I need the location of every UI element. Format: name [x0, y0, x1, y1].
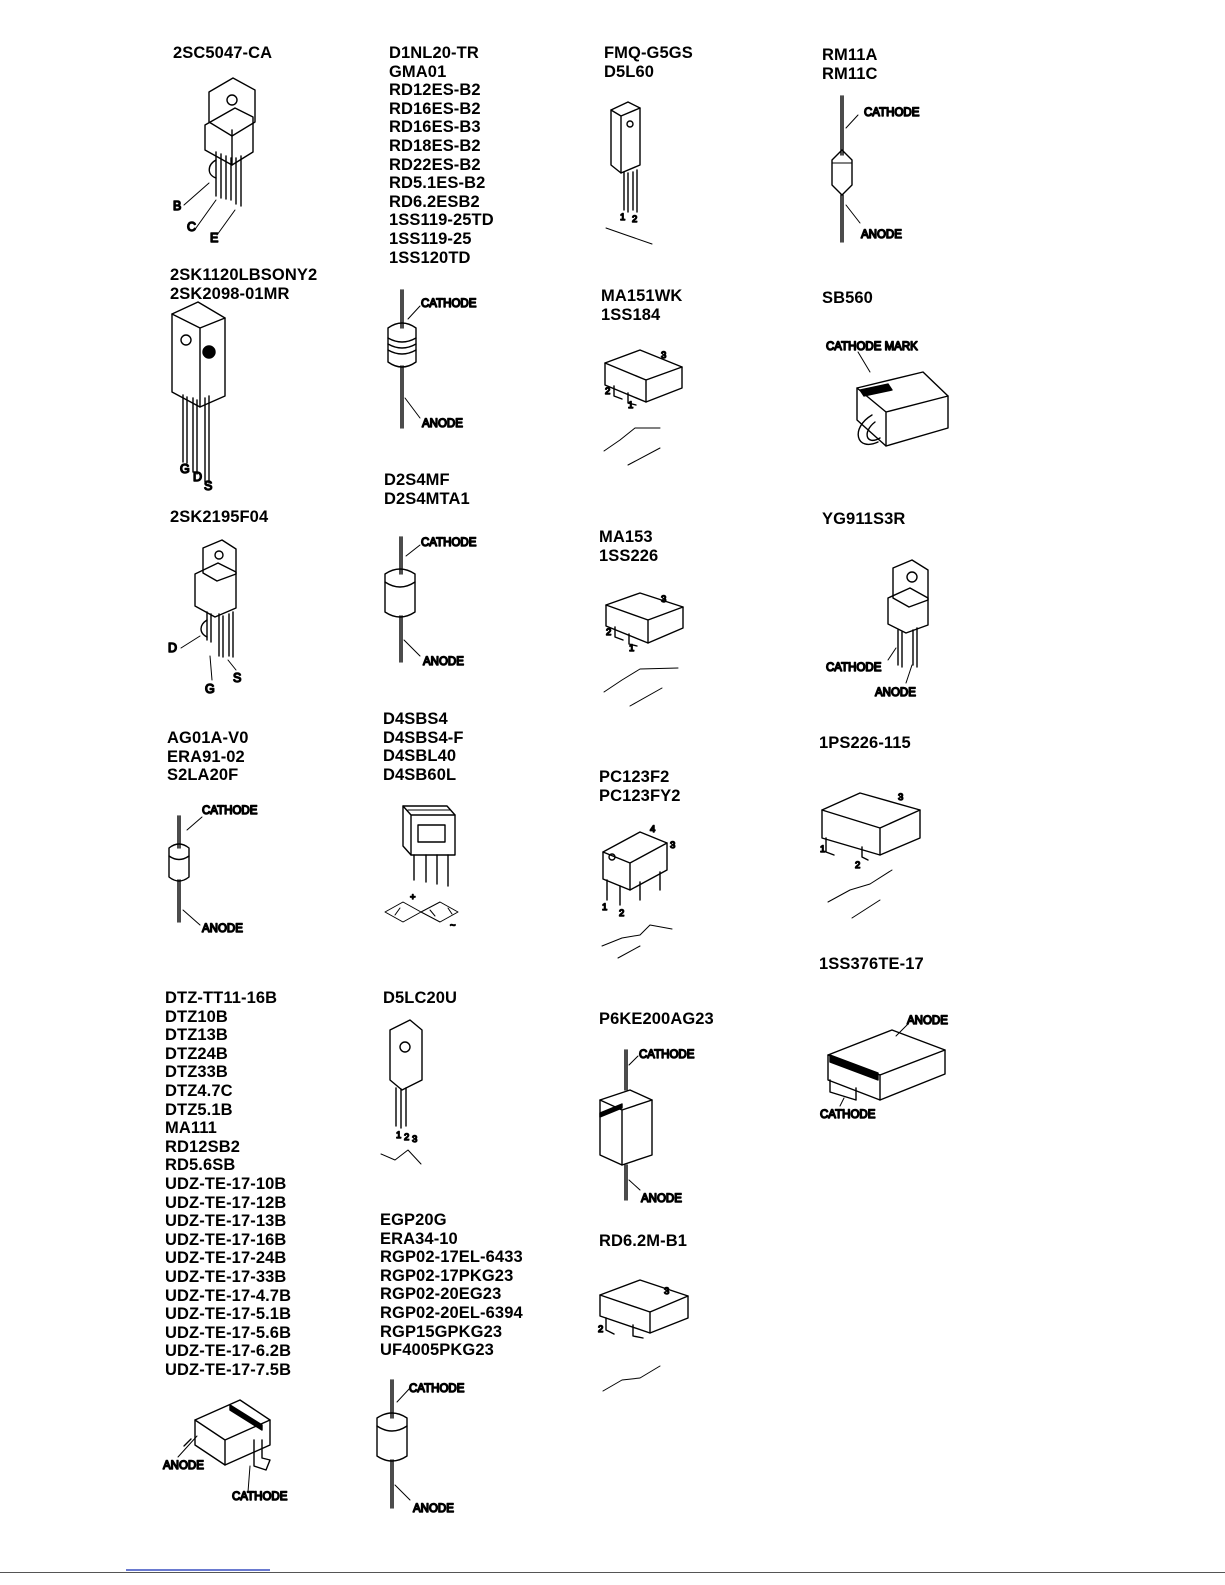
part-number: RD5.1ES-B2	[389, 174, 486, 193]
part-number: 1SS184	[601, 305, 661, 324]
caption-anode-1ss376: ANODE	[907, 1015, 948, 1027]
part-number: UDZ-TE-17-33B	[165, 1267, 287, 1286]
pin-label-e: E	[210, 231, 219, 245]
part-number: 1SS119-25	[389, 229, 472, 248]
caption-anode-d2s4mf: ANODE	[423, 656, 464, 668]
bridge-pin-ac: ~	[450, 920, 456, 931]
part-number: D1NL20-TR	[389, 44, 479, 62]
pin-3-pc123: 3	[670, 840, 676, 851]
pin-3-1ps226: 3	[898, 792, 904, 803]
part-number: RGP02-17EL-6433	[380, 1248, 523, 1267]
part-number: UDZ-TE-17-4.7B	[165, 1286, 292, 1305]
pin-1-ma153: 1	[629, 643, 635, 654]
part-number: 1SS120TD	[389, 248, 471, 267]
part-number: RD6.2ESB2	[389, 192, 480, 211]
part-number: RD18ES-B2	[389, 136, 481, 155]
pin-1-d5lc: 1	[396, 1130, 402, 1141]
part-number: DTZ5.1B	[165, 1100, 233, 1119]
pin-label-c: C	[187, 220, 197, 234]
part-number: RGP02-20EL-6394	[380, 1303, 523, 1322]
part-number: MA153	[599, 528, 653, 546]
pin-label-g: G	[180, 462, 190, 476]
part-number: UDZ-TE-17-24B	[165, 1249, 287, 1268]
part-number: RD12SB2	[165, 1137, 240, 1156]
transistor-to220-2sc5047	[184, 78, 255, 235]
part-number: D2S4MF	[384, 471, 450, 489]
part-number: DTZ13B	[165, 1026, 228, 1045]
diode-axial-d2s4mf	[385, 537, 420, 662]
part-number: RD16ES-B2	[389, 99, 481, 118]
diode-axial-d1nl20	[388, 290, 420, 428]
part-number: UDZ-TE-17-13B	[165, 1212, 287, 1231]
part-number: RM11C	[822, 64, 878, 83]
bridge-rectifier-d4sbs4	[385, 806, 458, 922]
part-number: UDZ-TE-17-5.6B	[165, 1323, 292, 1342]
rectifier-to220f-yg911	[888, 560, 928, 683]
caption-anode-dtz: ANODE	[163, 1460, 204, 1472]
part-number: 2SK1120LBSONY2	[170, 266, 318, 284]
part-number: P6KE200AG23	[599, 1010, 714, 1028]
part-number: EGP20G	[380, 1211, 447, 1229]
part-number: D4SBS4	[383, 710, 448, 728]
part-number: 1SS376TE-17	[819, 955, 924, 973]
page-bottom-rule	[0, 1572, 1225, 1573]
pin-2-d5lc: 2	[404, 1132, 410, 1143]
part-number: GMA01	[389, 62, 447, 81]
part-number: 1PS226-115	[819, 734, 911, 752]
part-number: RD12ES-B2	[389, 81, 481, 100]
transistor-to3p-2sk1120	[172, 302, 225, 483]
pin-label-d2: D	[168, 641, 178, 655]
caption-anode-ag01a: ANODE	[202, 923, 243, 935]
caption-cathode-rm11: CATHODE	[864, 107, 920, 119]
part-number: ERA34-10	[380, 1229, 458, 1248]
schottky-diode-sb560	[857, 352, 948, 446]
rectifier-to220f-fmq	[606, 102, 652, 244]
caption-cathode-ag01a: CATHODE	[202, 805, 258, 817]
part-number: FMQ-G5GS	[604, 44, 693, 62]
part-number: UDZ-TE-17-6.2B	[165, 1342, 292, 1361]
pin-label-g2: G	[205, 682, 215, 696]
pin-label-b: B	[173, 199, 182, 213]
part-number: MA111	[165, 1119, 217, 1138]
part-number: UDZ-TE-17-16B	[165, 1230, 287, 1249]
sot-package-1ps226	[822, 793, 920, 918]
part-number: D4SBL40	[383, 747, 457, 766]
part-number: ERA91-02	[167, 747, 245, 766]
part-number: D5L60	[604, 62, 655, 81]
part-number: 2SK2195F04	[170, 508, 269, 526]
part-number: D4SB60L	[383, 765, 457, 784]
part-number: UDZ-TE-17-7.5B	[165, 1360, 292, 1379]
part-number: RGP02-17PKG23	[380, 1266, 514, 1285]
pin-2-ma153: 2	[606, 627, 612, 638]
part-number: DTZ10B	[165, 1007, 228, 1026]
sot-package-rd62m	[600, 1280, 688, 1391]
part-number: RD5.6SB	[165, 1156, 236, 1175]
part-number: 1SS226	[599, 546, 659, 565]
part-number: PC123FY2	[599, 786, 681, 805]
diode-axial-egp20g	[377, 1380, 410, 1508]
part-number: 2SC5047-CA	[173, 44, 273, 62]
pin-2-pc123: 2	[619, 908, 625, 919]
pin-3-d5lc: 3	[412, 1134, 418, 1145]
pin-1-ma151: 1	[628, 400, 634, 411]
part-number: UDZ-TE-17-5.1B	[165, 1305, 292, 1324]
bridge-pin-plus: +	[410, 892, 416, 903]
part-number: RD22ES-B2	[389, 155, 481, 174]
optocoupler-dip4-pc123	[602, 832, 672, 958]
pin-2-rd62m: 2	[598, 1324, 604, 1335]
pin-2-fmq: 2	[632, 214, 638, 225]
part-number: DTZ4.7C	[165, 1081, 233, 1100]
part-number: YG911S3R	[822, 510, 906, 528]
caption-cathode-d2s4mf: CATHODE	[421, 537, 477, 549]
caption-cathode-dtz: CATHODE	[232, 1491, 288, 1503]
caption-cathode-mark-sb560: CATHODE MARK	[826, 341, 918, 353]
caption-cathode-p6ke: CATHODE	[639, 1049, 695, 1061]
pin-1-1ps226: 1	[820, 844, 826, 855]
part-number: UDZ-TE-17-12B	[165, 1193, 287, 1212]
transistor-to220f-2sk2195	[181, 540, 236, 680]
part-number: 1SS119-25TD	[389, 211, 494, 230]
part-number: UF4005PKG23	[380, 1341, 494, 1360]
pin-label-s2: S	[233, 671, 242, 685]
part-number: AG01A-V0	[167, 729, 249, 747]
diode-axial-ag01a	[169, 816, 202, 925]
part-number: PC123F2	[599, 768, 670, 786]
caption-anode-yg911: ANODE	[875, 687, 916, 699]
caption-anode-rm11: ANODE	[861, 229, 902, 241]
part-number: SB560	[822, 289, 873, 307]
tvs-diode-p6ke	[600, 1050, 652, 1200]
part-number: D5LC20U	[383, 989, 458, 1007]
pin-1-pc123: 1	[602, 902, 608, 913]
part-number: 2SK2098-01MR	[170, 284, 290, 303]
pin-label-d: D	[193, 470, 203, 484]
sot-package-ma153	[604, 593, 683, 706]
part-number: MA151WK	[601, 287, 683, 305]
caption-anode-p6ke: ANODE	[641, 1193, 682, 1205]
pin-2-ma151: 2	[605, 386, 611, 397]
pin-2-1ps226: 2	[855, 860, 861, 871]
part-number: UDZ-TE-17-10B	[165, 1174, 287, 1193]
part-number: RD6.2M-B1	[599, 1232, 688, 1250]
pin-1-fmq: 1	[620, 212, 626, 223]
caption-cathode-d1nl20: CATHODE	[421, 298, 477, 310]
part-number: RM11A	[822, 46, 878, 64]
part-number: DTZ-TT11-16B	[165, 989, 278, 1007]
diode-smd-1ss376	[828, 1024, 945, 1106]
caption-cathode-egp20g: CATHODE	[409, 1383, 465, 1395]
caption-cathode-yg911: CATHODE	[826, 662, 882, 674]
part-number: D4SBS4-F	[383, 728, 464, 747]
caption-anode-d1nl20: ANODE	[422, 418, 463, 430]
part-number: D2S4MTA1	[384, 489, 470, 508]
part-number: RGP02-20EG23	[380, 1285, 502, 1304]
part-number: S2LA20F	[167, 766, 239, 785]
pin-3-ma153: 3	[661, 594, 667, 605]
diode-smd-dtz	[178, 1400, 270, 1492]
part-number: DTZ33B	[165, 1063, 228, 1082]
diode-axial-rm11	[832, 96, 860, 242]
part-number: RGP15GPKG23	[380, 1322, 503, 1341]
caption-cathode-1ss376: CATHODE	[820, 1109, 876, 1121]
part-number: RD16ES-B3	[389, 118, 481, 137]
pin-3-rd62m: 3	[664, 1286, 670, 1297]
pin-4-pc123: 4	[650, 824, 656, 835]
part-number: DTZ24B	[165, 1044, 228, 1063]
caption-anode-egp20g: ANODE	[413, 1503, 454, 1515]
pin-3-ma151: 3	[661, 350, 667, 361]
sot-package-ma151wk	[604, 350, 682, 465]
page-bottom-link-rule	[126, 1569, 270, 1571]
pin-label-s: S	[204, 479, 213, 493]
